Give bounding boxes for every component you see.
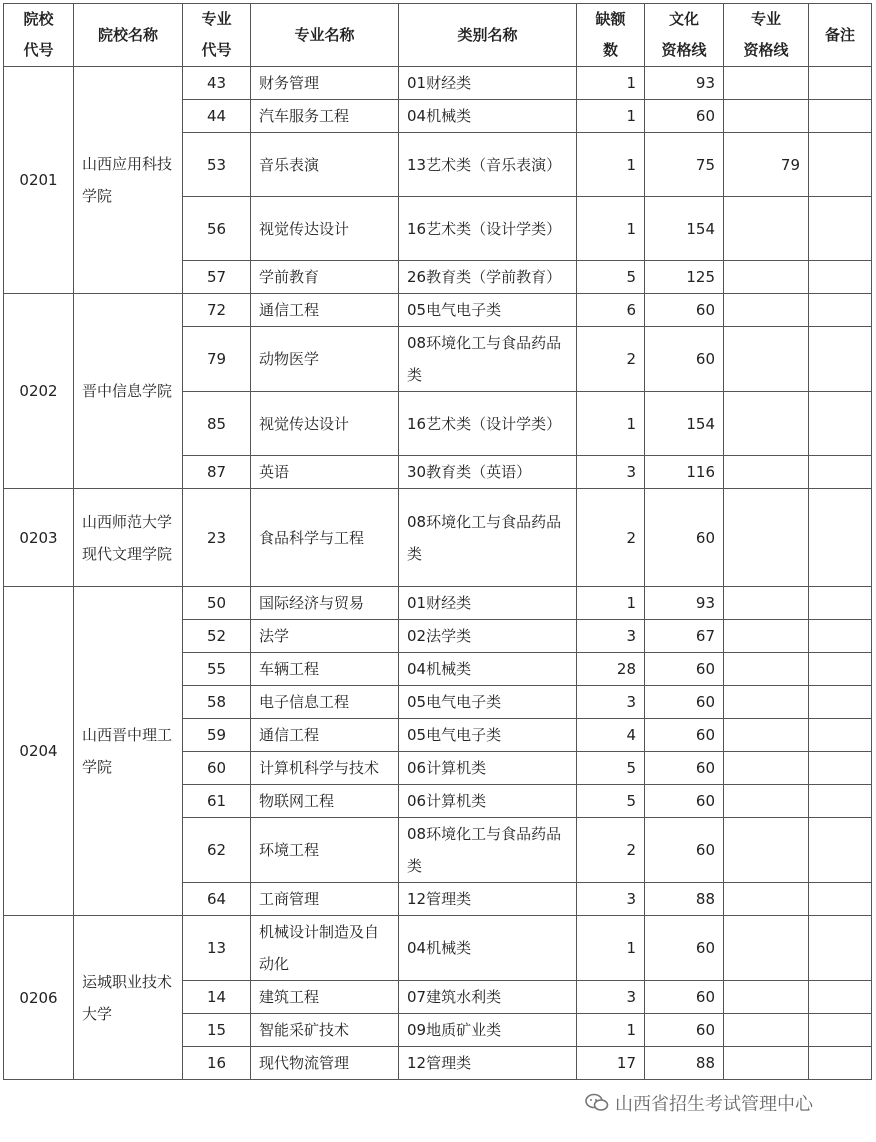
header-major-name: 专业名称 — [251, 4, 399, 67]
major-line-cell — [724, 981, 809, 1014]
culture-line-cell: 93 — [645, 587, 724, 620]
category-cell: 08环境化工与食品药品类 — [399, 489, 577, 587]
major-line-cell — [724, 1014, 809, 1047]
major-line-cell — [724, 587, 809, 620]
category-cell: 04机械类 — [399, 653, 577, 686]
culture-line-cell: 60 — [645, 294, 724, 327]
category-cell: 01财经类 — [399, 587, 577, 620]
major-code-cell: 52 — [183, 620, 251, 653]
remark-cell — [809, 719, 872, 752]
major-code-cell: 53 — [183, 133, 251, 197]
major-line-cell — [724, 752, 809, 785]
remark-cell — [809, 294, 872, 327]
header-category: 类别名称 — [399, 4, 577, 67]
culture-line-cell: 93 — [645, 67, 724, 100]
major-code-cell: 60 — [183, 752, 251, 785]
category-cell: 06计算机类 — [399, 752, 577, 785]
category-cell: 04机械类 — [399, 916, 577, 981]
remark-cell — [809, 456, 872, 489]
major-code-cell: 64 — [183, 883, 251, 916]
table-row — [4, 67, 872, 100]
category-cell: 30教育类（英语） — [399, 456, 577, 489]
major-code-cell: 62 — [183, 818, 251, 883]
remark-cell — [809, 785, 872, 818]
remark-cell — [809, 883, 872, 916]
major-name-cell: 通信工程 — [251, 294, 399, 327]
culture-line-cell: 60 — [645, 981, 724, 1014]
school-code-cell: 0204 — [4, 587, 74, 916]
category-cell: 13艺术类（音乐表演） — [399, 133, 577, 197]
remark-cell — [809, 133, 872, 197]
remark-cell — [809, 752, 872, 785]
vacancy-cell: 1 — [577, 392, 645, 456]
major-line-cell — [724, 719, 809, 752]
culture-line-cell: 125 — [645, 261, 724, 294]
culture-line-cell: 60 — [645, 686, 724, 719]
vacancy-cell: 17 — [577, 1047, 645, 1080]
major-name-cell: 车辆工程 — [251, 653, 399, 686]
major-name-cell: 学前教育 — [251, 261, 399, 294]
vacancy-cell: 2 — [577, 489, 645, 587]
vacancy-cell: 28 — [577, 653, 645, 686]
major-code-cell: 13 — [183, 916, 251, 981]
major-name-cell: 国际经济与贸易 — [251, 587, 399, 620]
major-name-cell: 计算机科学与技术 — [251, 752, 399, 785]
table-row — [4, 916, 872, 981]
category-cell: 05电气电子类 — [399, 686, 577, 719]
major-code-cell: 56 — [183, 197, 251, 261]
remark-cell — [809, 818, 872, 883]
major-code-cell: 23 — [183, 489, 251, 587]
major-name-cell: 电子信息工程 — [251, 686, 399, 719]
vacancy-cell: 1 — [577, 197, 645, 261]
major-code-cell: 57 — [183, 261, 251, 294]
category-cell: 12管理类 — [399, 883, 577, 916]
major-line-cell — [724, 686, 809, 719]
major-code-cell: 16 — [183, 1047, 251, 1080]
culture-line-cell: 60 — [645, 752, 724, 785]
category-cell: 08环境化工与食品药品类 — [399, 818, 577, 883]
school-name-cell: 晋中信息学院 — [74, 294, 183, 489]
remark-cell — [809, 327, 872, 392]
major-line-cell — [724, 456, 809, 489]
major-code-cell: 14 — [183, 981, 251, 1014]
major-name-cell: 智能采矿技术 — [251, 1014, 399, 1047]
major-code-cell: 72 — [183, 294, 251, 327]
category-cell: 04机械类 — [399, 100, 577, 133]
major-line-cell — [724, 883, 809, 916]
watermark — [585, 1090, 813, 1116]
major-code-cell: 79 — [183, 327, 251, 392]
culture-line-cell: 60 — [645, 1014, 724, 1047]
vacancy-cell: 5 — [577, 785, 645, 818]
vacancy-cell: 1 — [577, 133, 645, 197]
remark-cell — [809, 489, 872, 587]
school-name-cell: 山西师范大学现代文理学院 — [74, 489, 183, 587]
vacancy-cell: 3 — [577, 456, 645, 489]
vacancy-cell: 5 — [577, 261, 645, 294]
header-school-name: 院校名称 — [74, 4, 183, 67]
major-name-cell: 机械设计制造及自动化 — [251, 916, 399, 981]
major-name-cell: 英语 — [251, 456, 399, 489]
major-code-cell: 59 — [183, 719, 251, 752]
vacancy-cell: 1 — [577, 916, 645, 981]
major-line-cell — [724, 653, 809, 686]
major-line-cell — [724, 489, 809, 587]
major-line-cell: 79 — [724, 133, 809, 197]
major-name-cell: 现代物流管理 — [251, 1047, 399, 1080]
school-name-cell: 运城职业技术大学 — [74, 916, 183, 1080]
school-code-cell: 0206 — [4, 916, 74, 1080]
category-cell: 08环境化工与食品药品类 — [399, 327, 577, 392]
vacancy-cell: 1 — [577, 100, 645, 133]
culture-line-cell: 60 — [645, 100, 724, 133]
table-row — [4, 587, 872, 620]
major-name-cell: 音乐表演 — [251, 133, 399, 197]
vacancy-cell: 3 — [577, 981, 645, 1014]
major-name-cell: 工商管理 — [251, 883, 399, 916]
school-code-cell: 0202 — [4, 294, 74, 489]
header-culture-line: 文化 资格线 — [645, 4, 724, 67]
major-code-cell: 50 — [183, 587, 251, 620]
vacancy-cell: 3 — [577, 883, 645, 916]
vacancy-cell: 2 — [577, 327, 645, 392]
major-line-cell — [724, 785, 809, 818]
remark-cell — [809, 1047, 872, 1080]
major-code-cell: 44 — [183, 100, 251, 133]
header-row — [4, 4, 872, 67]
category-cell: 06计算机类 — [399, 785, 577, 818]
culture-line-cell: 60 — [645, 785, 724, 818]
major-name-cell: 建筑工程 — [251, 981, 399, 1014]
major-line-cell — [724, 67, 809, 100]
vacancy-cell: 1 — [577, 587, 645, 620]
remark-cell — [809, 916, 872, 981]
major-name-cell: 物联网工程 — [251, 785, 399, 818]
header-major-line: 专业 资格线 — [724, 4, 809, 67]
remark-cell — [809, 981, 872, 1014]
category-cell: 07建筑水利类 — [399, 981, 577, 1014]
vacancy-cell: 4 — [577, 719, 645, 752]
remark-cell — [809, 1014, 872, 1047]
vacancy-cell: 2 — [577, 818, 645, 883]
table-row — [4, 489, 872, 587]
remark-cell — [809, 653, 872, 686]
table-row — [4, 294, 872, 327]
remark-cell — [809, 197, 872, 261]
vacancy-cell: 3 — [577, 620, 645, 653]
watermark-text: 山西省招生考试管理中心 — [615, 1094, 813, 1115]
major-code-cell: 85 — [183, 392, 251, 456]
header-remark: 备注 — [809, 4, 872, 67]
category-cell: 12管理类 — [399, 1047, 577, 1080]
culture-line-cell: 60 — [645, 653, 724, 686]
culture-line-cell: 154 — [645, 197, 724, 261]
school-code-cell: 0201 — [4, 67, 74, 294]
major-name-cell: 动物医学 — [251, 327, 399, 392]
major-name-cell: 汽车服务工程 — [251, 100, 399, 133]
school-name-cell: 山西应用科技学院 — [74, 67, 183, 294]
culture-line-cell: 116 — [645, 456, 724, 489]
culture-line-cell: 60 — [645, 818, 724, 883]
major-line-cell — [724, 327, 809, 392]
major-name-cell: 视觉传达设计 — [251, 392, 399, 456]
major-code-cell: 43 — [183, 67, 251, 100]
wechat-official-account-icon — [585, 1093, 609, 1113]
remark-cell — [809, 67, 872, 100]
header-major-code: 专业 代号 — [183, 4, 251, 67]
category-cell: 16艺术类（设计学类） — [399, 392, 577, 456]
major-code-cell: 61 — [183, 785, 251, 818]
major-code-cell: 15 — [183, 1014, 251, 1047]
vacancy-cell: 5 — [577, 752, 645, 785]
culture-line-cell: 88 — [645, 883, 724, 916]
culture-line-cell: 67 — [645, 620, 724, 653]
major-name-cell: 食品科学与工程 — [251, 489, 399, 587]
major-name-cell: 视觉传达设计 — [251, 197, 399, 261]
major-line-cell — [724, 100, 809, 133]
category-cell: 05电气电子类 — [399, 719, 577, 752]
vacancy-cell: 3 — [577, 686, 645, 719]
category-cell: 09地质矿业类 — [399, 1014, 577, 1047]
category-cell: 05电气电子类 — [399, 294, 577, 327]
major-name-cell: 环境工程 — [251, 818, 399, 883]
vacancy-cell: 6 — [577, 294, 645, 327]
culture-line-cell: 75 — [645, 133, 724, 197]
major-line-cell — [724, 392, 809, 456]
culture-line-cell: 154 — [645, 392, 724, 456]
culture-line-cell: 60 — [645, 916, 724, 981]
admission-vacancy-table — [3, 3, 872, 1080]
header-vacancies: 缺额 数 — [577, 4, 645, 67]
remark-cell — [809, 620, 872, 653]
remark-cell — [809, 100, 872, 133]
culture-line-cell: 60 — [645, 327, 724, 392]
major-line-cell — [724, 620, 809, 653]
major-name-cell: 通信工程 — [251, 719, 399, 752]
culture-line-cell: 60 — [645, 489, 724, 587]
major-line-cell — [724, 261, 809, 294]
culture-line-cell: 60 — [645, 719, 724, 752]
category-cell: 16艺术类（设计学类） — [399, 197, 577, 261]
school-code-cell: 0203 — [4, 489, 74, 587]
remark-cell — [809, 261, 872, 294]
major-line-cell — [724, 294, 809, 327]
vacancy-cell: 1 — [577, 67, 645, 100]
major-code-cell: 87 — [183, 456, 251, 489]
major-line-cell — [724, 818, 809, 883]
category-cell: 02法学类 — [399, 620, 577, 653]
vacancy-cell: 1 — [577, 1014, 645, 1047]
category-cell: 01财经类 — [399, 67, 577, 100]
category-cell: 26教育类（学前教育） — [399, 261, 577, 294]
major-line-cell — [724, 1047, 809, 1080]
major-code-cell: 55 — [183, 653, 251, 686]
header-school-code: 院校 代号 — [4, 4, 74, 67]
major-name-cell: 法学 — [251, 620, 399, 653]
major-line-cell — [724, 916, 809, 981]
major-name-cell: 财务管理 — [251, 67, 399, 100]
remark-cell — [809, 587, 872, 620]
remark-cell — [809, 392, 872, 456]
major-line-cell — [724, 197, 809, 261]
school-name-cell: 山西晋中理工学院 — [74, 587, 183, 916]
major-code-cell: 58 — [183, 686, 251, 719]
culture-line-cell: 88 — [645, 1047, 724, 1080]
remark-cell — [809, 686, 872, 719]
